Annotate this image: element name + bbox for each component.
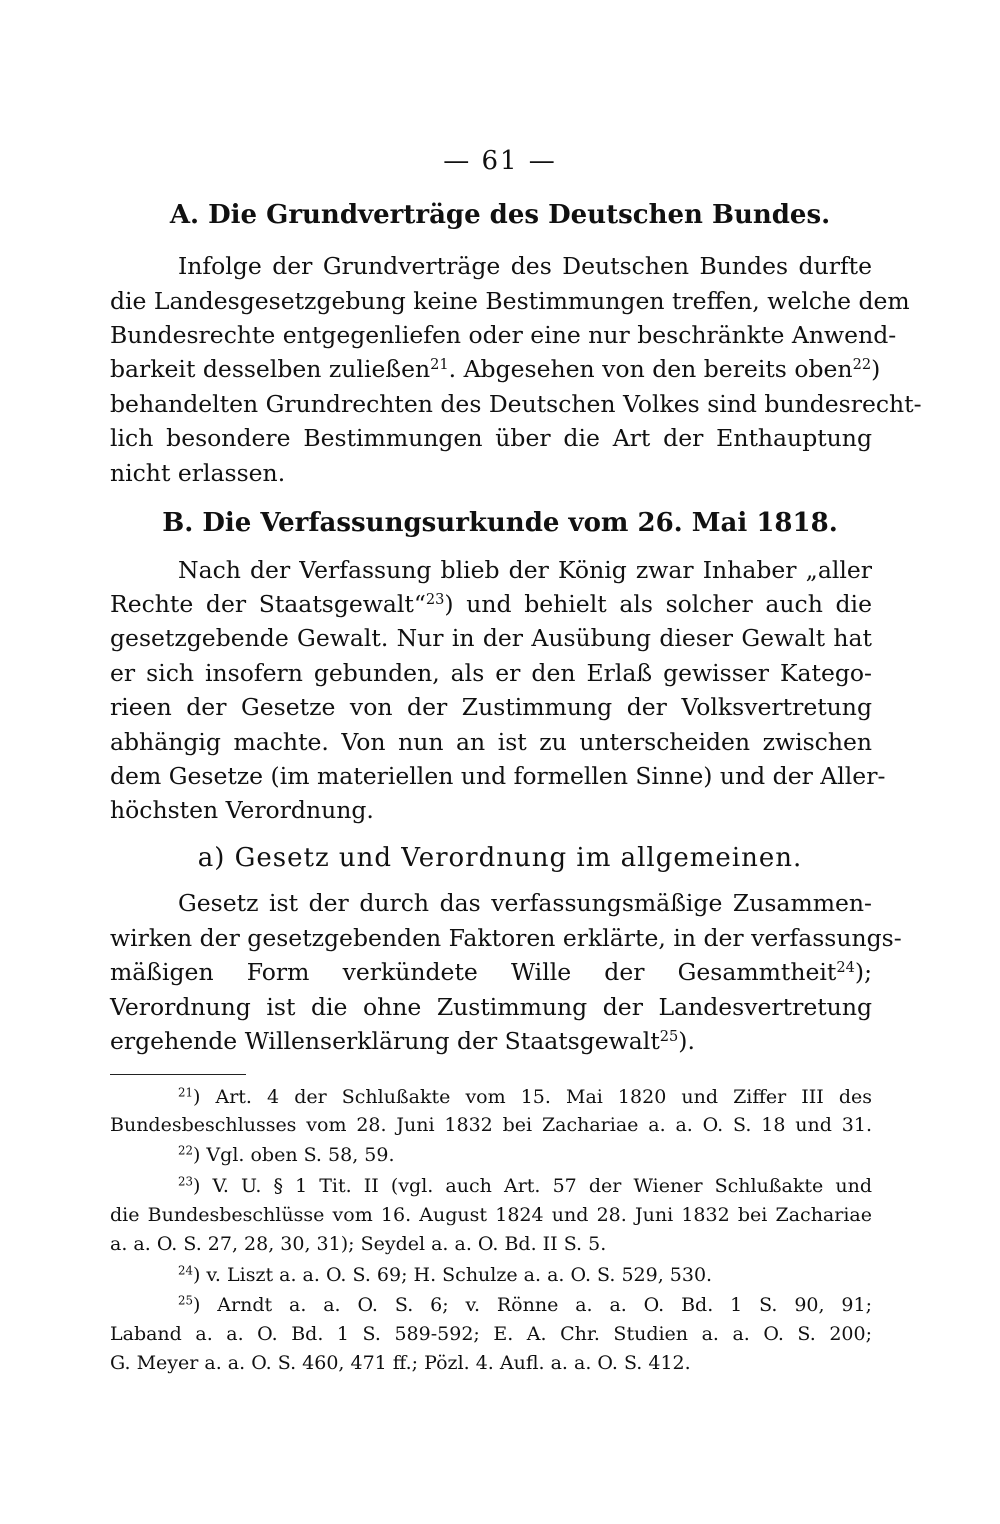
- text-run: ) und behielt als solcher auch die: [444, 590, 872, 618]
- body-line: die Landesgesetzgebung keine Bestimmungen treffen, welche dem: [110, 287, 910, 315]
- body-line: Bundesrechte entgegenliefen oder eine nur beschränkte Anwend-: [110, 321, 897, 349]
- footnote-number: 25: [178, 1293, 193, 1308]
- body-line: dem Gesetze (im materiellen und formellen Sinne) und der Aller-: [110, 762, 886, 790]
- text-run: ) Art. 4 der Schlußakte vom 15. Mai 1820 und Ziffer III des: [192, 1086, 872, 1108]
- text-run: barkeit desselben zuließen: [110, 355, 431, 383]
- body-line: [110, 955, 872, 989]
- text-run: );: [854, 958, 872, 986]
- body-line: lich besondere Bestimmungen über die Art der Enthauptung: [110, 424, 872, 452]
- text-run: Rechte der Staatsgewalt“: [110, 590, 426, 618]
- body-line: Nach der Verfassung blieb der König zwar Inhaber „aller: [178, 556, 872, 584]
- footnote-separator: [110, 1074, 246, 1075]
- footnote-ref: 25: [659, 1028, 679, 1045]
- footnote-ref: 24: [836, 959, 855, 976]
- body-line: wirken der gesetzgebenden Faktoren erklärte, in der verfassungs-: [110, 924, 902, 952]
- footnote-number: 21: [178, 1085, 193, 1100]
- body-line: [110, 587, 872, 621]
- footnote-ref: 21: [430, 356, 449, 373]
- body-line: nicht erlassen.: [110, 459, 286, 487]
- footnote-line: G. Meyer a. a. O. S. 460, 471 ff.; Pözl. 4. Aufl. a. a. O. S. 412.: [110, 1352, 691, 1374]
- text-run: ) V. U. § 1 Tit. II (vgl. auch Art. 57 der Wiener Schlußakte und: [192, 1175, 872, 1197]
- subsection-heading: a) Gesetz und Verordnung im allgemeinen.: [197, 843, 803, 873]
- body-line: behandelten Grundrechten des Deutschen Volkes sind bundesrecht-: [110, 390, 922, 418]
- section-a-heading: A. Die Grundverträge des Deutschen Bundes.: [169, 200, 831, 230]
- footnote-line: [178, 1083, 872, 1111]
- body-line: Infolge der Grundverträge des Deutschen Bundes durfte: [178, 252, 872, 280]
- footnote-number: 22: [178, 1143, 193, 1158]
- text-run: ) Vgl. oben S. 58, 59.: [192, 1144, 395, 1166]
- body-line: höchsten Verordnung.: [110, 796, 374, 824]
- footnote-line: Bundesbeschlusses vom 28. Juni 1832 bei Zachariae a. a. O. S. 18 und 31.: [110, 1114, 872, 1136]
- footnote-line: [178, 1172, 872, 1200]
- footnote-line: a. a. O. S. 27, 28, 30, 31); Seydel a. a. O. Bd. II S. 5.: [110, 1233, 607, 1255]
- footnote-line: [178, 1141, 872, 1169]
- text-run: ergehende Willenserklärung der Staatsgewalt: [110, 1027, 660, 1055]
- footnote-line: Laband a. a. O. Bd. 1 S. 589-592; E. A. Chr. Studien a. a. O. S. 200;: [110, 1323, 872, 1345]
- footnote-number: 24: [178, 1263, 193, 1278]
- body-line: er sich insofern gebunden, als er den Erlaß gewisser Katego-: [110, 659, 872, 687]
- body-line: abhängig machte. Von nun an ist zu unterscheiden zwischen: [110, 728, 872, 756]
- text-run: mäßigen Form verkündete Wille der Gesammtheit: [110, 958, 837, 986]
- text-run: ).: [678, 1027, 695, 1055]
- body-line: rieen der Gesetze von der Zustimmung der Volksvertretung: [110, 693, 872, 721]
- footnote-ref: 23: [425, 591, 445, 608]
- footnote-ref: 22: [852, 356, 872, 373]
- footnote-line: [178, 1261, 872, 1289]
- text-run: ) v. Liszt a. a. O. S. 69; H. Schulze a. a. O. S. 529, 530.: [192, 1264, 713, 1286]
- text-run: . Abgesehen von den bereits oben: [448, 355, 853, 383]
- footnote-line: [178, 1291, 872, 1319]
- page-number: — 61 —: [443, 146, 557, 176]
- body-line: barkeit desselben zuließen$^{21}$. Abgesehen von den bereits oben$^{22}$): [110, 355, 881, 383]
- body-line: gesetzgebende Gewalt. Nur in der Ausübung dieser Gewalt hat: [110, 624, 872, 652]
- text-run: ) Arndt a. a. O. S. 6; v. Rönne a. a. O. Bd. 1 S. 90, 91;: [192, 1294, 872, 1316]
- body-line: [110, 1024, 872, 1058]
- body-line: Gesetz ist der durch das verfassungsmäßige Zusammen-: [178, 889, 872, 917]
- footnote-number: 23: [178, 1174, 193, 1189]
- footnote-line: die Bundesbeschlüsse vom 16. August 1824 und 28. Juni 1832 bei Zachariae: [110, 1204, 872, 1226]
- body-line: Verordnung ist die ohne Zustimmung der Landesvertretung: [110, 993, 872, 1021]
- section-b-heading: B. Die Verfassungsurkunde vom 26. Mai 1818.: [162, 508, 838, 538]
